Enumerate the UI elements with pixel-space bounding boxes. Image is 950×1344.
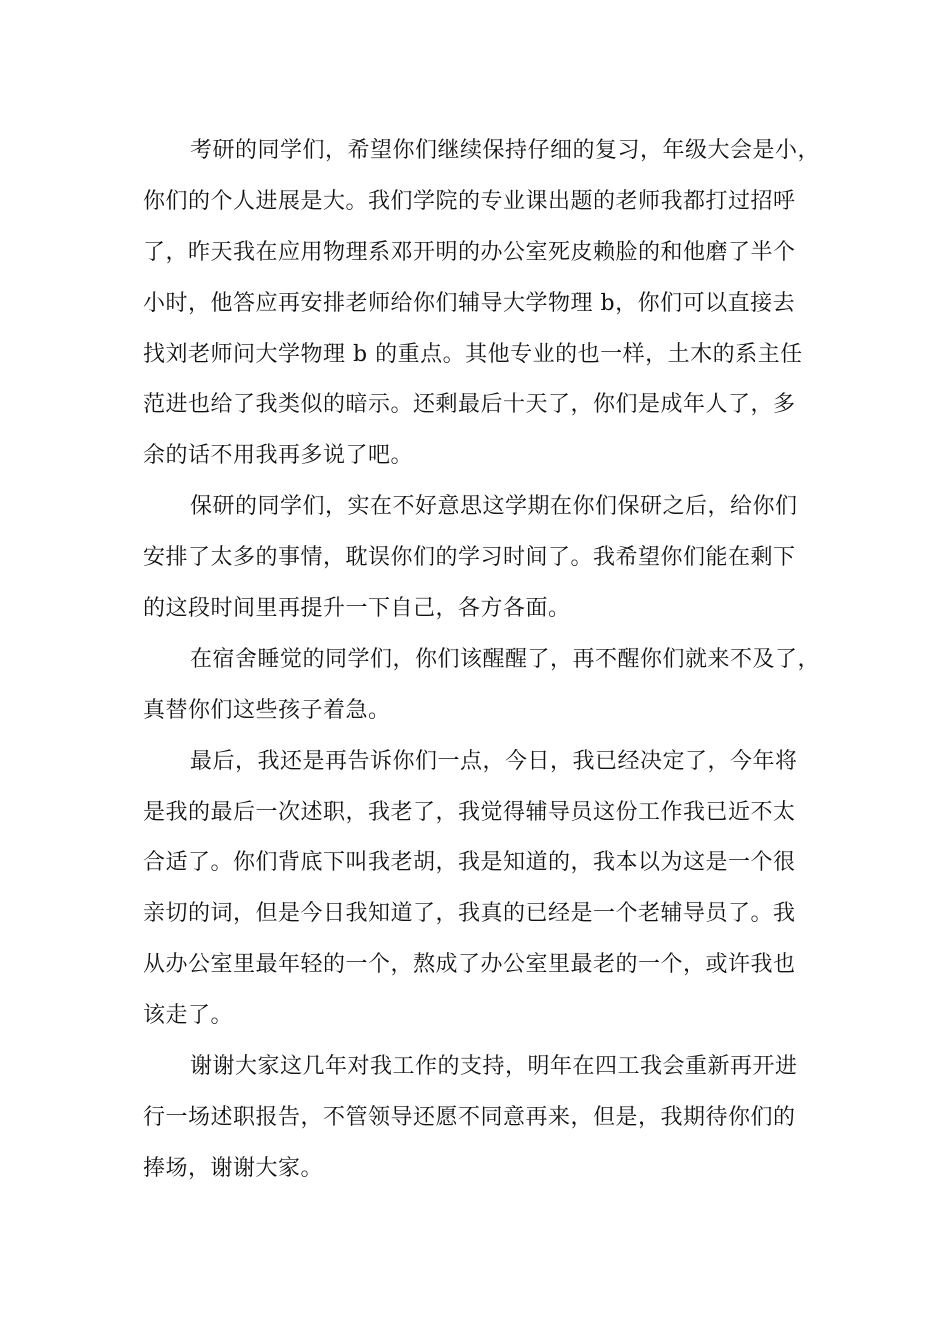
paragraph-line: 在宿舍睡觉的同学们，你们该醒醒了，再不醒你们就来不及了，: [190, 646, 821, 672]
paragraph-thanks: [143, 1042, 823, 1195]
paragraph-line: 保研的同学们，实在不好意思这学期在你们保研之后，给你们: [190, 494, 798, 520]
paragraph-line: 行一场述职报告，不管领导还愿不同意再来，但是，我期待你们的: [143, 1104, 796, 1130]
paragraph-line: 谢谢大家这几年对我工作的支持，明年在四工我会重新再开进: [190, 1054, 798, 1080]
paragraph-line: 合适了。你们背底下叫我老胡，我是知道的，我本以为这是一个很: [143, 850, 796, 876]
paragraph-line: 你们的个人进展是大。我们学院的专业课出题的老师我都打过招呼: [143, 188, 796, 214]
paragraph-line: 该走了。: [143, 1003, 234, 1029]
paragraph-line: 安排了太多的事情，耽误你们的学习时间了。我希望你们能在剩下: [143, 545, 796, 571]
paragraph-line: 了，昨天我在应用物理系邓开明的办公室死皮赖脸的和他磨了半个: [143, 239, 796, 265]
paragraph-line: 小时，他答应再安排老师给你们辅导大学物理 b，你们可以直接去: [143, 290, 796, 316]
paragraph-line: 最后，我还是再告诉你们一点，今日，我已经决定了，今年将: [190, 748, 798, 774]
paragraph-line: 捧场，谢谢大家。: [143, 1155, 324, 1181]
paragraph-line: 从办公室里最年轻的一个，熬成了办公室里最老的一个，或许我也: [143, 952, 796, 978]
paragraph-line: 真替你们这些孩子着急。: [143, 697, 391, 723]
paragraph-line: 找刘老师问大学物理 b 的重点。其他专业的也一样，土木的系主任: [143, 341, 803, 367]
paragraph-postgraduate-exam: [143, 126, 823, 482]
paragraph-line: 是我的最后一次述职，我老了，我觉得辅导员这份工作我已近不太: [143, 799, 796, 825]
paragraph-line: 的这段时间里再提升一下自己，各方各面。: [143, 596, 571, 622]
paragraph-final-report: [143, 737, 823, 1042]
paragraph-line: 亲切的词，但是今日我知道了，我真的已经是一个老辅导员了。我: [143, 901, 796, 927]
paragraph-line: 考研的同学们，希望你们继续保持仔细的复习，年级大会是小，: [190, 138, 821, 163]
paragraph-dorm-sleepers: [143, 635, 823, 737]
document-body: [143, 126, 823, 1195]
paragraph-line: 余的话不用我再多说了吧。: [143, 443, 414, 469]
paragraph-line: 范进也给了我类似的暗示。还剩最后十天了，你们是成年人了，多: [143, 392, 796, 418]
paragraph-recommended-students: [143, 482, 823, 635]
